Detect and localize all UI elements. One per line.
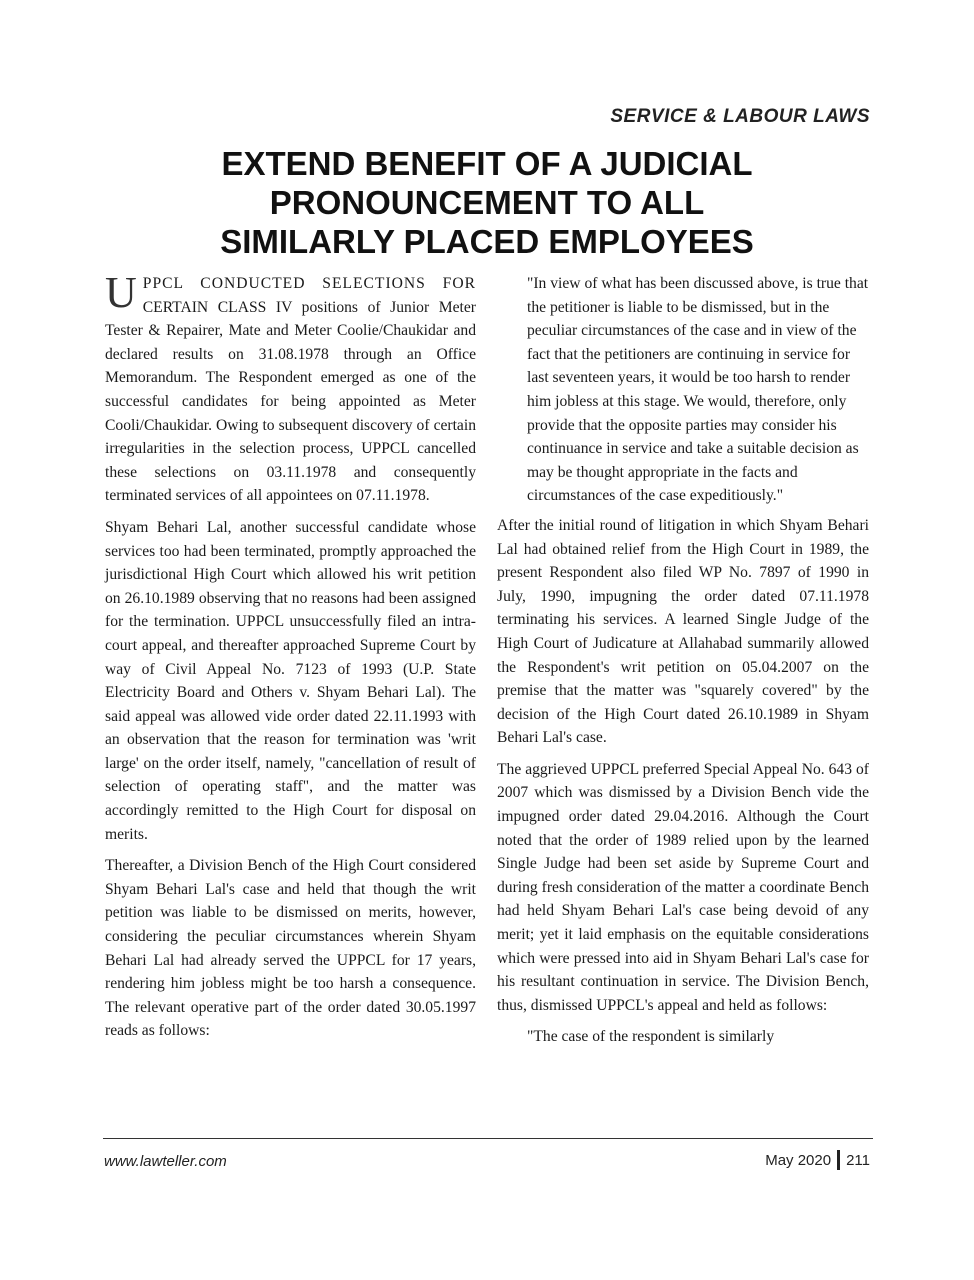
page-number: 211	[846, 1151, 870, 1169]
footer-divider	[837, 1150, 840, 1170]
paragraph-2: Shyam Behari Lal, another successful candidate whose services too had been terminated, promptly approached the jurisdictional High Court which allowed his writ petition on 26.10.1989 observing that no reasons had been assigned for the termination. UPPCL unsuccessfully filed an intra-court appeal, and thereafter approached Supreme Court by way of Civil Appeal No. 7123 of 1993 (U.P. State Electricity Board and Others v. Shyam Behari Lal). The said appeal was allowed vide order dated 22.11.1993 with an observation that the reason for termination was 'writ large' on the order itself, namely, "cancellation of result of selection of operating staff", and the matter was accordingly remitted to the High Court for disposal on merits.	[105, 518, 476, 843]
paragraph-5: The aggrieved UPPCL preferred Special Appeal No. 643 of 2007 which was dismissed by a Division Bench vide the impugned order dated 29.04.2016. Although the Court noted that the order of 1989 relied upon by the learned Single Judge had been set aside by Supreme Court and during fresh consideration of the matter a coordinate Bench had held Shyam Behari Lal's case being devoid of any merit; yet it laid emphasis on the equitable considerations which were pressed into aid in Shyam Behari Lal's case for his resultant continuation in service. The Division Bench, thus, dismissed UPPCL's appeal and held as follows:	[497, 760, 869, 1014]
footer-issue-page	[765, 1150, 870, 1170]
article-title	[150, 144, 824, 261]
paragraph-4: After the initial round of litigation in which Shyam Behari Lal had obtained relief from the High Court in 1989, the present Respondent also filed WP No. 7897 of 1990 in July, 1990, impugning the order dated 07.11.1978 terminating his services. A learned Single Judge of the High Court of Judicature at Allahabad summarily allowed the Respondent's writ petition on 05.04.2007 on the premise that the matter was "squarely covered" by the decision of the High Court dated 26.10.1989 in Shyam Behari Lal's case.	[497, 516, 869, 747]
section-label: SERVICE & LABOUR LAWS	[610, 106, 870, 127]
footer-rule	[103, 1138, 873, 1139]
footer-issue: May 2020	[765, 1151, 832, 1169]
title-line-3: SIMILARLY PLACED EMPLOYEES	[220, 223, 754, 260]
right-column	[497, 272, 869, 1057]
lead-caps: PPCL CONDUCTED SELECTIONS FOR	[142, 275, 476, 292]
footer-website: www.lawteller.com	[104, 1153, 227, 1170]
paragraph-3: Thereafter, a Division Bench of the High Court considered Shyam Behari Lal's case and held that though the writ petition was liable to be dismissed on merits, however, considering the peculiar circumstances wherein Shyam Behari Lal had already served the UPPCL for 17 years, rendering him jobless might be too harsh a consequence. The relevant operative part of the order dated 30.05.1997 reads as follows:	[105, 857, 476, 1040]
left-column	[105, 268, 476, 1051]
block-quote-2: "The case of the respondent is similarly	[527, 1028, 775, 1046]
drop-cap: U	[105, 268, 137, 317]
paragraph-1	[105, 268, 476, 508]
paragraph-1-text: CERTAIN CLASS IV positions of Junior Meter Tester & Repairer, Mate and Meter Coolie/Chaukidar and declared results on 31.08.1978 through an Office Memorandum. The Respondent emerged as one of the successful candidates for being appointed as Meter Cooli/Chaukidar. Owing to subsequent discovery of certain irregularities in the selection process, UPPCL cancelled these selections on 03.11.1978 and consequently terminated services of all appointees on 07.11.1978.	[105, 298, 476, 505]
title-line-1: EXTEND BENEFIT OF A JUDICIAL	[221, 145, 753, 182]
title-line-2: PRONOUNCEMENT TO ALL	[269, 184, 705, 221]
block-quote-1: "In view of what has been discussed above, is true that the petitioner is liable to be dismissed, but in the peculiar circumstances of the case and in view of the fact that the petitioners are continuing in service for last seventeen years, it would be too harsh to render him jobless at this stage. We would, therefore, only provide that the opposite parties may consider his continuance in service and take a suitable decision as may be thought appropriate in the facts and circumstances of the case expeditiously."	[527, 275, 869, 505]
